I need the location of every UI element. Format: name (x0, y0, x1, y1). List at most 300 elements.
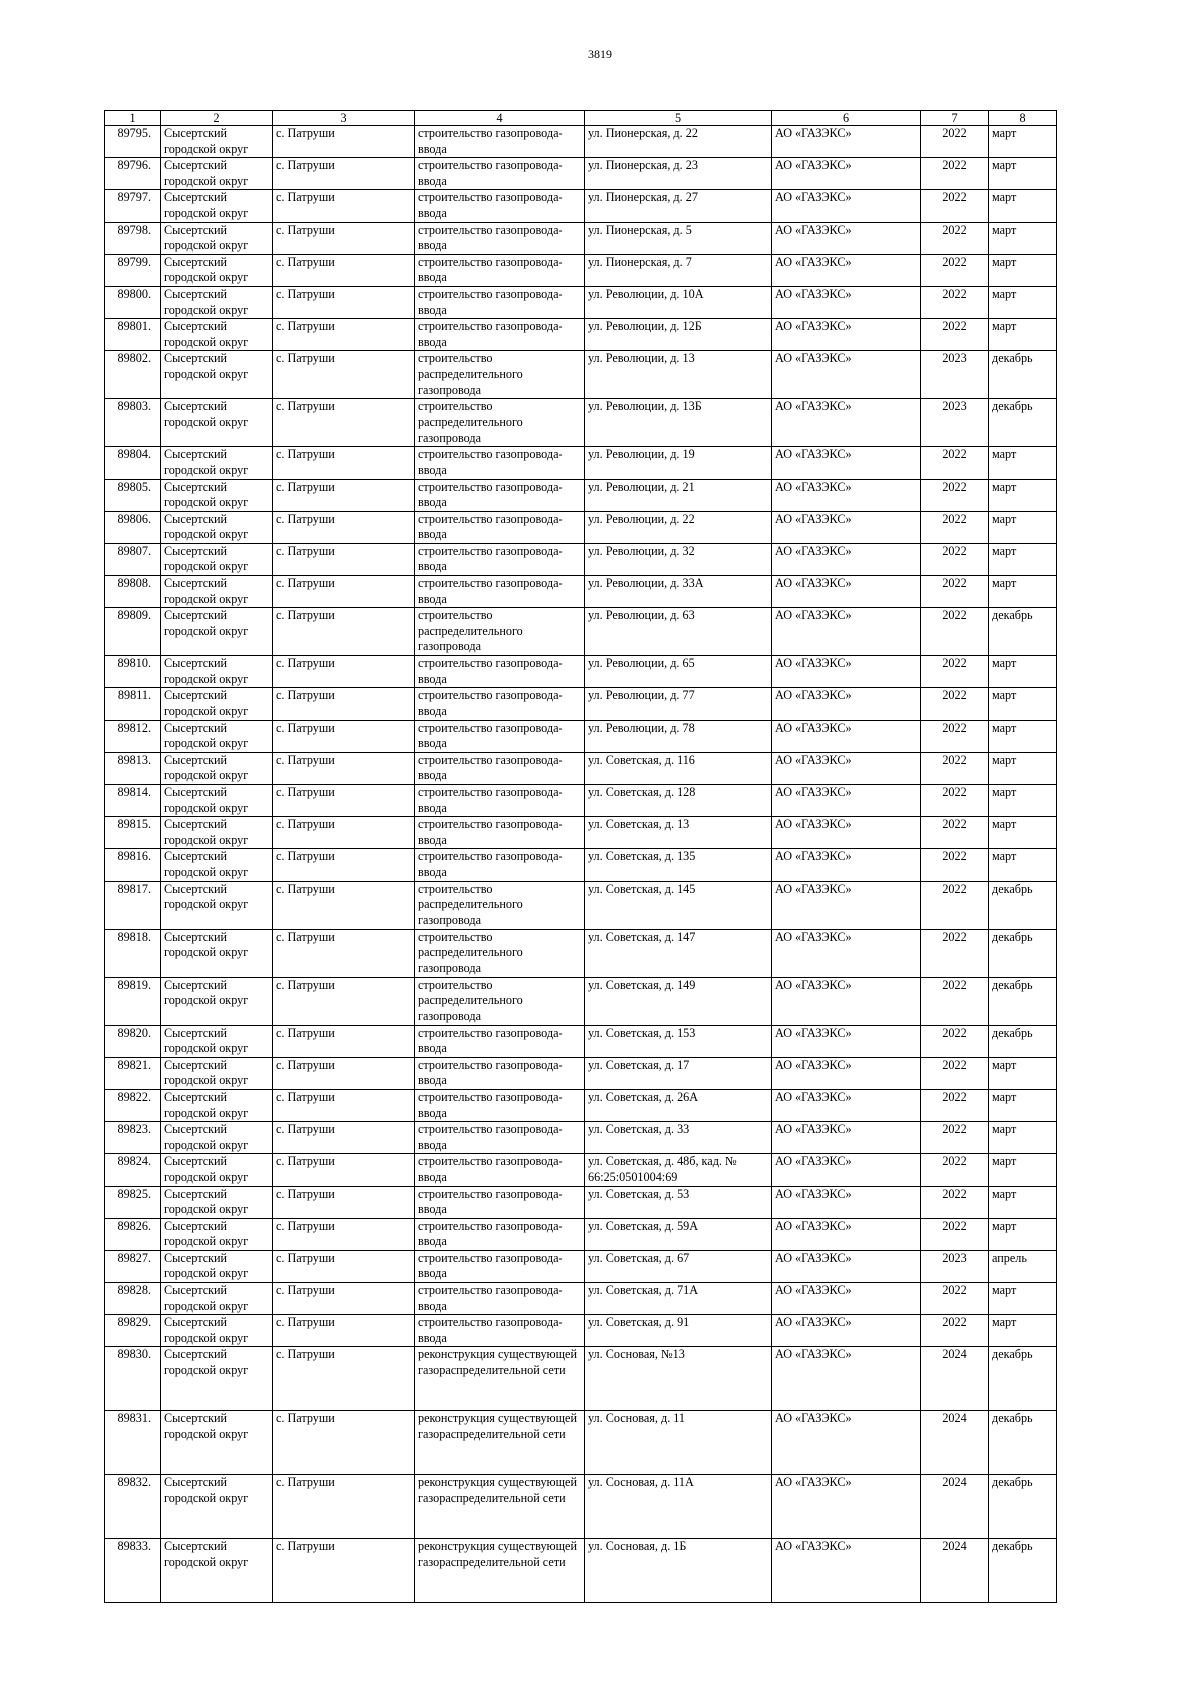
year-cell: 2022 (921, 1315, 989, 1347)
locality-cell: с. Патруши (273, 158, 415, 190)
locality-cell: с. Патруши (273, 351, 415, 399)
district-cell: Сысертский городской округ (161, 319, 273, 351)
organization-cell: АО «ГАЗЭКС» (772, 752, 921, 784)
district-cell: Сысертский городской округ (161, 688, 273, 720)
month-cell: март (989, 785, 1057, 817)
district-cell: Сысертский городской округ (161, 447, 273, 479)
organization-cell: АО «ГАЗЭКС» (772, 1475, 921, 1539)
district-cell: Сысертский городской округ (161, 817, 273, 849)
work-type-cell: строительство газопровода-ввода (415, 720, 585, 752)
table-row (105, 656, 1057, 688)
district-cell: Сысертский городской округ (161, 849, 273, 881)
district-cell: Сысертский городской округ (161, 351, 273, 399)
month-cell: март (989, 1154, 1057, 1186)
locality-cell: с. Патруши (273, 977, 415, 1025)
entry-number: 89811. (105, 688, 161, 720)
organization-cell: АО «ГАЗЭКС» (772, 126, 921, 158)
organization-cell: АО «ГАЗЭКС» (772, 688, 921, 720)
organization-cell: АО «ГАЗЭКС» (772, 1315, 921, 1347)
month-cell: март (989, 1122, 1057, 1154)
table-row (105, 351, 1057, 399)
organization-cell: АО «ГАЗЭКС» (772, 222, 921, 254)
district-cell: Сысертский городской округ (161, 1154, 273, 1186)
locality-cell: с. Патруши (273, 1315, 415, 1347)
district-cell: Сысертский городской округ (161, 929, 273, 977)
address-cell: ул. Советская, д. 153 (585, 1025, 772, 1057)
column-number: 3 (273, 111, 415, 126)
locality-cell: с. Патруши (273, 543, 415, 575)
organization-cell: АО «ГАЗЭКС» (772, 1250, 921, 1282)
table-row (105, 576, 1057, 608)
locality-cell: с. Патруши (273, 817, 415, 849)
address-cell: ул. Советская, д. 26А (585, 1089, 772, 1121)
month-cell: март (989, 286, 1057, 318)
district-cell: Сысертский городской округ (161, 222, 273, 254)
address-cell: ул. Советская, д. 13 (585, 817, 772, 849)
year-cell: 2024 (921, 1475, 989, 1539)
year-cell: 2022 (921, 720, 989, 752)
organization-cell: АО «ГАЗЭКС» (772, 1186, 921, 1218)
district-cell: Сысертский городской округ (161, 608, 273, 656)
entry-number: 89815. (105, 817, 161, 849)
district-cell: Сысертский городской округ (161, 254, 273, 286)
month-cell: март (989, 1218, 1057, 1250)
year-cell: 2022 (921, 286, 989, 318)
entry-number: 89796. (105, 158, 161, 190)
table-row (105, 1250, 1057, 1282)
work-type-cell: строительство газопровода-ввода (415, 511, 585, 543)
work-type-cell: реконструкция существующей газораспределительной сети (415, 1411, 585, 1475)
column-number: 5 (585, 111, 772, 126)
month-cell: март (989, 319, 1057, 351)
year-cell: 2022 (921, 479, 989, 511)
month-cell: март (989, 1186, 1057, 1218)
table-row (105, 190, 1057, 222)
year-cell: 2022 (921, 1089, 989, 1121)
address-cell: ул. Советская, д. 33 (585, 1122, 772, 1154)
table-row (105, 254, 1057, 286)
month-cell: декабрь (989, 977, 1057, 1025)
address-cell: ул. Советская, д. 145 (585, 881, 772, 929)
address-cell: ул. Советская, д. 67 (585, 1250, 772, 1282)
entry-number: 89808. (105, 576, 161, 608)
address-cell: ул. Революции, д. 32 (585, 543, 772, 575)
organization-cell: АО «ГАЗЭКС» (772, 1218, 921, 1250)
entry-number: 89827. (105, 1250, 161, 1282)
work-type-cell: строительство газопровода-ввода (415, 1089, 585, 1121)
entry-number: 89831. (105, 1411, 161, 1475)
entry-number: 89802. (105, 351, 161, 399)
year-cell: 2023 (921, 1250, 989, 1282)
address-cell: ул. Сосновая, д. 11А (585, 1475, 772, 1539)
year-cell: 2024 (921, 1539, 989, 1603)
year-cell: 2022 (921, 608, 989, 656)
year-cell: 2022 (921, 1218, 989, 1250)
entry-number: 89826. (105, 1218, 161, 1250)
year-cell: 2022 (921, 1025, 989, 1057)
address-cell: ул. Пионерская, д. 5 (585, 222, 772, 254)
entry-number: 89825. (105, 1186, 161, 1218)
locality-cell: с. Патруши (273, 1057, 415, 1089)
table-row (105, 752, 1057, 784)
work-type-cell: строительство газопровода-ввода (415, 688, 585, 720)
year-cell: 2024 (921, 1347, 989, 1411)
organization-cell: АО «ГАЗЭКС» (772, 881, 921, 929)
organization-cell: АО «ГАЗЭКС» (772, 351, 921, 399)
address-cell: ул. Революции, д. 10А (585, 286, 772, 318)
year-cell: 2022 (921, 1122, 989, 1154)
month-cell: март (989, 576, 1057, 608)
table-row (105, 1315, 1057, 1347)
month-cell: декабрь (989, 881, 1057, 929)
work-type-cell: строительство газопровода-ввода (415, 254, 585, 286)
year-cell: 2022 (921, 543, 989, 575)
locality-cell: с. Патруши (273, 319, 415, 351)
locality-cell: с. Патруши (273, 576, 415, 608)
locality-cell: с. Патруши (273, 1025, 415, 1057)
work-type-cell: строительство газопровода-ввода (415, 1154, 585, 1186)
entry-number: 89805. (105, 479, 161, 511)
work-type-cell: строительство газопровода-ввода (415, 286, 585, 318)
district-cell: Сысертский городской округ (161, 1089, 273, 1121)
table-row (105, 543, 1057, 575)
organization-cell: АО «ГАЗЭКС» (772, 576, 921, 608)
month-cell: март (989, 849, 1057, 881)
table-row (105, 785, 1057, 817)
district-cell: Сысертский городской округ (161, 126, 273, 158)
locality-cell: с. Патруши (273, 447, 415, 479)
organization-cell: АО «ГАЗЭКС» (772, 479, 921, 511)
address-cell: ул. Пионерская, д. 7 (585, 254, 772, 286)
work-type-cell: строительство газопровода-ввода (415, 447, 585, 479)
organization-cell: АО «ГАЗЭКС» (772, 929, 921, 977)
district-cell: Сысертский городской округ (161, 1025, 273, 1057)
address-cell: ул. Сосновая, д. 1Б (585, 1539, 772, 1603)
organization-cell: АО «ГАЗЭКС» (772, 1411, 921, 1475)
year-cell: 2022 (921, 1154, 989, 1186)
organization-cell: АО «ГАЗЭКС» (772, 1283, 921, 1315)
district-cell: Сысертский городской округ (161, 1122, 273, 1154)
work-type-cell: строительство газопровода-ввода (415, 1250, 585, 1282)
organization-cell: АО «ГАЗЭКС» (772, 1539, 921, 1603)
month-cell: декабрь (989, 608, 1057, 656)
work-type-cell: строительство газопровода-ввода (415, 849, 585, 881)
table-row (105, 222, 1057, 254)
register-table-body (105, 111, 1057, 1603)
entry-number: 89804. (105, 447, 161, 479)
organization-cell: АО «ГАЗЭКС» (772, 1154, 921, 1186)
locality-cell: с. Патруши (273, 1089, 415, 1121)
year-cell: 2022 (921, 688, 989, 720)
district-cell: Сысертский городской округ (161, 1411, 273, 1475)
table-row (105, 849, 1057, 881)
district-cell: Сысертский городской округ (161, 1218, 273, 1250)
table-row (105, 1057, 1057, 1089)
entry-number: 89795. (105, 126, 161, 158)
entry-number: 89829. (105, 1315, 161, 1347)
organization-cell: АО «ГАЗЭКС» (772, 1025, 921, 1057)
table-row (105, 1475, 1057, 1539)
locality-cell: с. Патруши (273, 1475, 415, 1539)
address-cell: ул. Советская, д. 91 (585, 1315, 772, 1347)
month-cell: март (989, 126, 1057, 158)
year-cell: 2022 (921, 1186, 989, 1218)
work-type-cell: реконструкция существующей газораспределительной сети (415, 1347, 585, 1411)
address-cell: ул. Революции, д. 78 (585, 720, 772, 752)
organization-cell: АО «ГАЗЭКС» (772, 254, 921, 286)
month-cell: март (989, 479, 1057, 511)
month-cell: декабрь (989, 351, 1057, 399)
organization-cell: АО «ГАЗЭКС» (772, 977, 921, 1025)
address-cell: ул. Революции, д. 22 (585, 511, 772, 543)
organization-cell: АО «ГАЗЭКС» (772, 158, 921, 190)
table-row (105, 1218, 1057, 1250)
month-cell: март (989, 656, 1057, 688)
organization-cell: АО «ГАЗЭКС» (772, 543, 921, 575)
locality-cell: с. Патруши (273, 1218, 415, 1250)
locality-cell: с. Патруши (273, 479, 415, 511)
work-type-cell: строительство газопровода-ввода (415, 543, 585, 575)
work-type-cell: строительство газопровода-ввода (415, 656, 585, 688)
entry-number: 89799. (105, 254, 161, 286)
table-row (105, 447, 1057, 479)
entry-number: 89801. (105, 319, 161, 351)
locality-cell: с. Патруши (273, 656, 415, 688)
work-type-cell: строительство газопровода-ввода (415, 158, 585, 190)
district-cell: Сысертский городской округ (161, 1283, 273, 1315)
month-cell: март (989, 254, 1057, 286)
table-row (105, 1186, 1057, 1218)
address-cell: ул. Пионерская, д. 23 (585, 158, 772, 190)
district-cell: Сысертский городской округ (161, 286, 273, 318)
entry-number: 89806. (105, 511, 161, 543)
district-cell: Сысертский городской округ (161, 752, 273, 784)
column-number: 4 (415, 111, 585, 126)
entry-number: 89814. (105, 785, 161, 817)
year-cell: 2022 (921, 576, 989, 608)
work-type-cell: реконструкция существующей газораспределительной сети (415, 1539, 585, 1603)
locality-cell: с. Патруши (273, 1122, 415, 1154)
work-type-cell: строительство распределительного газопровода (415, 977, 585, 1025)
year-cell: 2022 (921, 1057, 989, 1089)
locality-cell: с. Патруши (273, 608, 415, 656)
entry-number: 89809. (105, 608, 161, 656)
month-cell: декабрь (989, 1025, 1057, 1057)
table-row (105, 608, 1057, 656)
address-cell: ул. Советская, д. 71А (585, 1283, 772, 1315)
column-number: 1 (105, 111, 161, 126)
table-row (105, 1089, 1057, 1121)
address-cell: ул. Революции, д. 65 (585, 656, 772, 688)
year-cell: 2022 (921, 929, 989, 977)
year-cell: 2022 (921, 511, 989, 543)
district-cell: Сысертский городской округ (161, 479, 273, 511)
column-number: 2 (161, 111, 273, 126)
locality-cell: с. Патруши (273, 511, 415, 543)
organization-cell: АО «ГАЗЭКС» (772, 720, 921, 752)
table-row (105, 817, 1057, 849)
month-cell: март (989, 1283, 1057, 1315)
entry-number: 89807. (105, 543, 161, 575)
month-cell: март (989, 720, 1057, 752)
address-cell: ул. Сосновая, д. 11 (585, 1411, 772, 1475)
locality-cell: с. Патруши (273, 720, 415, 752)
address-cell: ул. Революции, д. 21 (585, 479, 772, 511)
table-row (105, 881, 1057, 929)
district-cell: Сысертский городской округ (161, 785, 273, 817)
district-cell: Сысертский городской округ (161, 1250, 273, 1282)
year-cell: 2022 (921, 254, 989, 286)
month-cell: март (989, 543, 1057, 575)
month-cell: март (989, 511, 1057, 543)
month-cell: март (989, 688, 1057, 720)
year-cell: 2022 (921, 319, 989, 351)
table-row (105, 286, 1057, 318)
table-row (105, 1411, 1057, 1475)
district-cell: Сысертский городской округ (161, 543, 273, 575)
organization-cell: АО «ГАЗЭКС» (772, 849, 921, 881)
locality-cell: с. Патруши (273, 1250, 415, 1282)
page-number: 3819 (588, 47, 612, 61)
locality-cell: с. Патруши (273, 1347, 415, 1411)
month-cell: декабрь (989, 1411, 1057, 1475)
locality-cell: с. Патруши (273, 849, 415, 881)
work-type-cell: строительство газопровода-ввода (415, 222, 585, 254)
entry-number: 89798. (105, 222, 161, 254)
locality-cell: с. Патруши (273, 1411, 415, 1475)
year-cell: 2022 (921, 190, 989, 222)
year-cell: 2022 (921, 817, 989, 849)
entry-number: 89820. (105, 1025, 161, 1057)
work-type-cell: строительство газопровода-ввода (415, 1122, 585, 1154)
address-cell: ул. Революции, д. 33А (585, 576, 772, 608)
entry-number: 89819. (105, 977, 161, 1025)
district-cell: Сысертский городской округ (161, 1315, 273, 1347)
column-number: 6 (772, 111, 921, 126)
table-row (105, 319, 1057, 351)
month-cell: март (989, 1315, 1057, 1347)
year-cell: 2022 (921, 785, 989, 817)
year-cell: 2023 (921, 399, 989, 447)
work-type-cell: строительство распределительного газопровода (415, 608, 585, 656)
work-type-cell: строительство распределительного газопровода (415, 929, 585, 977)
locality-cell: с. Патруши (273, 688, 415, 720)
table-row (105, 929, 1057, 977)
column-number-row (105, 111, 1057, 126)
address-cell: ул. Сосновая, №13 (585, 1347, 772, 1411)
month-cell: декабрь (989, 399, 1057, 447)
address-cell: ул. Советская, д. 48б, кад. № 66:25:0501004:69 (585, 1154, 772, 1186)
district-cell: Сысертский городской округ (161, 720, 273, 752)
month-cell: март (989, 1057, 1057, 1089)
year-cell: 2022 (921, 447, 989, 479)
district-cell: Сысертский городской округ (161, 1539, 273, 1603)
table-row (105, 1283, 1057, 1315)
address-cell: ул. Советская, д. 17 (585, 1057, 772, 1089)
work-type-cell: строительство газопровода-ввода (415, 817, 585, 849)
work-type-cell: строительство распределительного газопровода (415, 881, 585, 929)
entry-number: 89812. (105, 720, 161, 752)
work-type-cell: строительство распределительного газопровода (415, 351, 585, 399)
address-cell: ул. Революции, д. 77 (585, 688, 772, 720)
year-cell: 2024 (921, 1411, 989, 1475)
month-cell: март (989, 190, 1057, 222)
address-cell: ул. Революции, д. 13 (585, 351, 772, 399)
table-row (105, 158, 1057, 190)
address-cell: ул. Советская, д. 53 (585, 1186, 772, 1218)
month-cell: март (989, 447, 1057, 479)
entry-number: 89800. (105, 286, 161, 318)
work-type-cell: строительство газопровода-ввода (415, 1186, 585, 1218)
table-row (105, 688, 1057, 720)
address-cell: ул. Советская, д. 128 (585, 785, 772, 817)
month-cell: март (989, 1089, 1057, 1121)
locality-cell: с. Патруши (273, 1154, 415, 1186)
year-cell: 2022 (921, 752, 989, 784)
table-row (105, 1122, 1057, 1154)
year-cell: 2022 (921, 849, 989, 881)
work-type-cell: строительство газопровода-ввода (415, 1057, 585, 1089)
month-cell: март (989, 752, 1057, 784)
address-cell: ул. Революции, д. 12Б (585, 319, 772, 351)
entry-number: 89813. (105, 752, 161, 784)
address-cell: ул. Советская, д. 59А (585, 1218, 772, 1250)
work-type-cell: строительство газопровода-ввода (415, 319, 585, 351)
locality-cell: с. Патруши (273, 752, 415, 784)
district-cell: Сысертский городской округ (161, 190, 273, 222)
locality-cell: с. Патруши (273, 399, 415, 447)
address-cell: ул. Советская, д. 147 (585, 929, 772, 977)
address-cell: ул. Революции, д. 63 (585, 608, 772, 656)
entry-number: 89821. (105, 1057, 161, 1089)
district-cell: Сысертский городской округ (161, 1475, 273, 1539)
month-cell: декабрь (989, 1475, 1057, 1539)
organization-cell: АО «ГАЗЭКС» (772, 1089, 921, 1121)
year-cell: 2022 (921, 158, 989, 190)
table-row (105, 479, 1057, 511)
month-cell: декабрь (989, 1539, 1057, 1603)
register-table (104, 110, 1057, 1603)
table-row (105, 977, 1057, 1025)
entry-number: 89803. (105, 399, 161, 447)
year-cell: 2022 (921, 1283, 989, 1315)
table-row (105, 126, 1057, 158)
month-cell: март (989, 222, 1057, 254)
entry-number: 89816. (105, 849, 161, 881)
district-cell: Сысертский городской округ (161, 1347, 273, 1411)
address-cell: ул. Революции, д. 19 (585, 447, 772, 479)
work-type-cell: строительство газопровода-ввода (415, 126, 585, 158)
locality-cell: с. Патруши (273, 1539, 415, 1603)
address-cell: ул. Советская, д. 116 (585, 752, 772, 784)
entry-number: 89833. (105, 1539, 161, 1603)
locality-cell: с. Патруши (273, 785, 415, 817)
locality-cell: с. Патруши (273, 1186, 415, 1218)
table-row (105, 399, 1057, 447)
column-number: 7 (921, 111, 989, 126)
organization-cell: АО «ГАЗЭКС» (772, 511, 921, 543)
organization-cell: АО «ГАЗЭКС» (772, 656, 921, 688)
district-cell: Сысертский городской округ (161, 399, 273, 447)
entry-number: 89832. (105, 1475, 161, 1539)
entry-number: 89830. (105, 1347, 161, 1411)
work-type-cell: строительство газопровода-ввода (415, 1218, 585, 1250)
work-type-cell: строительство газопровода-ввода (415, 1315, 585, 1347)
table-row (105, 1539, 1057, 1603)
year-cell: 2023 (921, 351, 989, 399)
organization-cell: АО «ГАЗЭКС» (772, 319, 921, 351)
organization-cell: АО «ГАЗЭКС» (772, 399, 921, 447)
